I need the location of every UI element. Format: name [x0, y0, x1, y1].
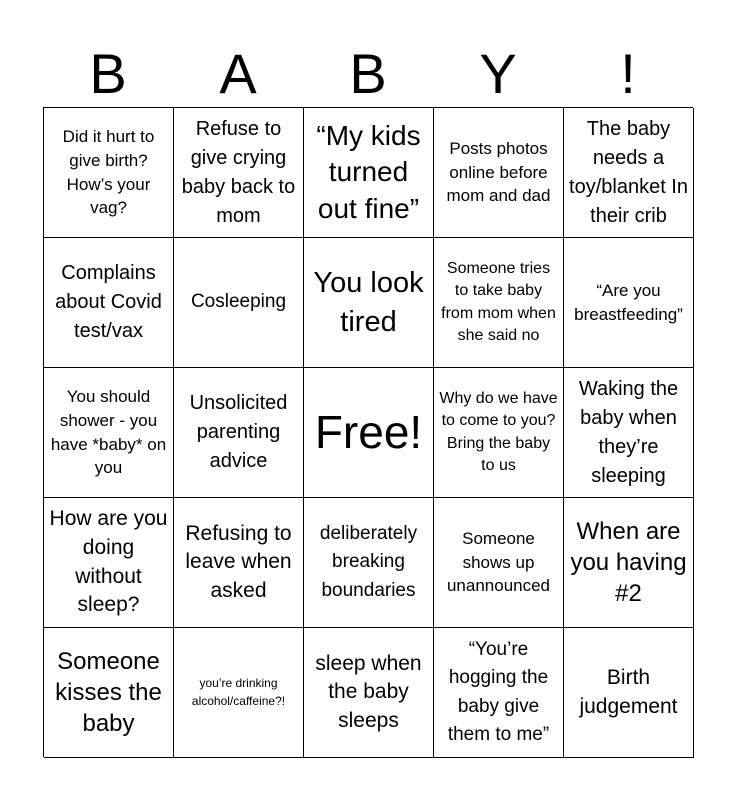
bingo-cell[interactable]	[174, 368, 304, 498]
bingo-cell[interactable]	[564, 238, 694, 368]
bingo-cell[interactable]	[44, 628, 174, 758]
cell-text: Refuse to give crying baby back to mom	[181, 117, 296, 227]
cell-text: How are you doing without sleep?	[49, 507, 168, 617]
cell-text: Did it hurt to give birth? How’s your vag?	[62, 126, 155, 218]
bingo-cell[interactable]	[564, 628, 694, 758]
bingo-cell[interactable]	[564, 498, 694, 628]
cell-text: “You’re hogging the baby give them to me”	[447, 639, 550, 745]
header-letter-b: B	[89, 42, 127, 105]
bingo-cell[interactable]	[304, 108, 434, 238]
bingo-cell[interactable]	[434, 368, 564, 498]
cell-text: You look tired	[313, 266, 424, 338]
cell-text: Complains about Covid test/vax	[55, 262, 162, 342]
bingo-grid	[43, 107, 693, 757]
bingo-cell[interactable]	[44, 238, 174, 368]
cell-text: sleep when the baby sleeps	[315, 651, 422, 732]
bingo-cell[interactable]	[434, 498, 564, 628]
bingo-cell[interactable]	[304, 498, 434, 628]
cell-text: The baby needs a toy/blanket In their crib	[569, 117, 688, 227]
bingo-header	[43, 40, 693, 108]
header-letter-exclamation: !	[620, 42, 636, 105]
cell-text: Birth judgement	[579, 665, 678, 718]
cell-text: Posts photos online before mom and dad	[446, 138, 551, 206]
bingo-cell[interactable]	[174, 498, 304, 628]
bingo-cell[interactable]	[434, 628, 564, 758]
bingo-cell[interactable]	[174, 108, 304, 238]
cell-text: “Are you breastfeeding”	[574, 280, 683, 324]
cell-text: Unsolicited parenting advice	[189, 392, 288, 472]
free-space-cell[interactable]	[304, 368, 434, 498]
bingo-cell[interactable]	[44, 368, 174, 498]
bingo-cell[interactable]	[304, 628, 434, 758]
bingo-cell[interactable]	[44, 498, 174, 628]
cell-text: deliberately breaking boundaries	[319, 523, 418, 601]
header-letter-b2: B	[349, 42, 387, 105]
cell-text: “My kids turned out fine”	[316, 119, 421, 224]
cell-text: When are you having #2	[570, 517, 687, 608]
header-letter-y: Y	[479, 42, 517, 105]
bingo-cell[interactable]	[174, 628, 304, 758]
cell-text: Someone kisses the baby	[55, 647, 162, 738]
cell-text: Refusing to leave when asked	[185, 521, 292, 602]
bingo-cell[interactable]	[434, 108, 564, 238]
cell-text: you’re drinking alcohol/caffeine?!	[191, 676, 286, 708]
bingo-cell[interactable]	[44, 108, 174, 238]
header-letter-a: A	[219, 42, 257, 105]
cell-text: You should shower - you have *baby* on you	[50, 386, 167, 478]
cell-text: Waking the baby when they’re sleeping	[578, 377, 679, 487]
bingo-cell[interactable]	[304, 238, 434, 368]
bingo-cell[interactable]	[434, 238, 564, 368]
free-space-text: Free!	[314, 406, 423, 459]
cell-text: Someone tries to take baby from mom when she said no	[441, 259, 556, 344]
cell-text: Someone shows up unannounced	[446, 528, 551, 596]
cell-text: Cosleeping	[190, 291, 287, 313]
bingo-cell[interactable]	[174, 238, 304, 368]
cell-text: Why do we have to come to you? Bring the baby to us	[439, 389, 558, 474]
bingo-cell[interactable]	[564, 368, 694, 498]
bingo-cell[interactable]	[564, 108, 694, 238]
